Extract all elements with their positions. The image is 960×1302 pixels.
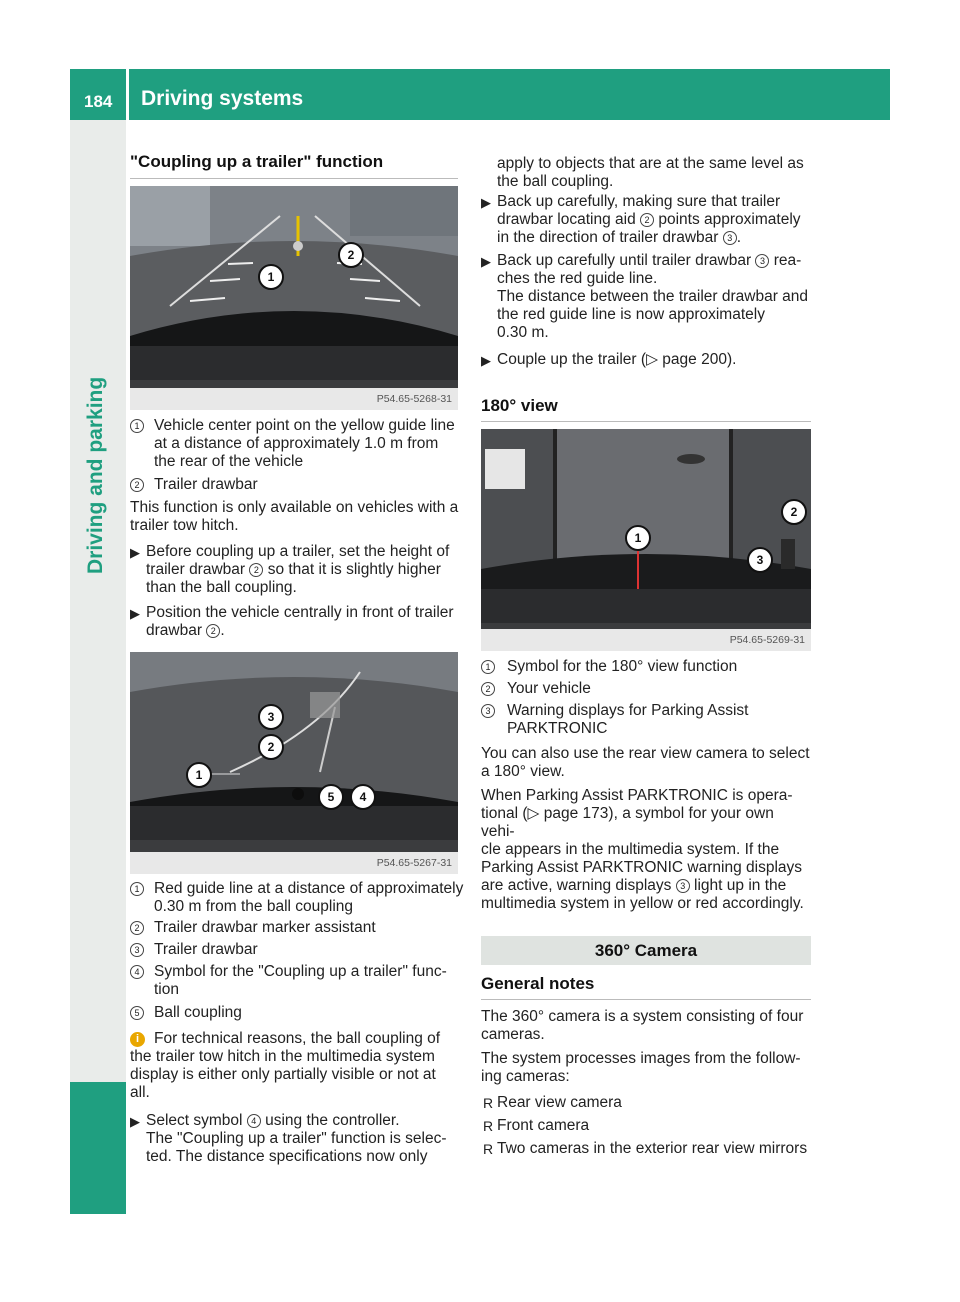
text-line: all. (130, 1084, 150, 1101)
text: rea- (773, 252, 802, 269)
text-line: ing cameras: (481, 1068, 570, 1085)
legend-1-text-1 (154, 417, 455, 471)
legend-3-text-3 (507, 702, 749, 738)
technical-note (130, 1030, 460, 1102)
text: . (220, 622, 225, 639)
side-tab-label: Driving and parking (84, 376, 107, 574)
callout-number: 2 (206, 624, 220, 638)
text-line (497, 229, 801, 247)
legend-1-text-2: Trailer drawbar (154, 476, 258, 493)
section-heading-coupling: "Coupling up a trailer" function (130, 152, 384, 171)
callout-number: 1 (130, 419, 144, 433)
paragraph-availability (130, 499, 458, 535)
paragraph-360-intro (481, 1008, 803, 1044)
text: are active, warning displays (481, 877, 672, 894)
text-line: than the ball coupling. (146, 579, 297, 596)
text-line: cle appears in the multimedia system. If the (481, 841, 780, 858)
callout-5: 5 (318, 784, 344, 810)
legend-2-text-3: Trailer drawbar (154, 941, 258, 958)
text-line (497, 211, 801, 229)
text-line: the red guide line is now approximately (497, 306, 765, 323)
callout-number: 3 (481, 704, 495, 718)
divider (481, 999, 811, 1000)
callout-number: 3 (676, 879, 690, 893)
legend-3-item-3 (481, 702, 495, 720)
text: ), a symbol for your own vehi- (481, 805, 774, 840)
figure-code: P54.65-5268-31 (130, 388, 458, 410)
legend-2-item-4 (130, 963, 144, 981)
bullet-icon: R (483, 1118, 494, 1134)
text-line (481, 805, 811, 841)
text: tional ( (481, 805, 528, 822)
step-set-height (146, 543, 449, 597)
legend-line: the rear of the vehicle (154, 453, 304, 470)
text-line: This function is only available on vehicles with a (130, 499, 459, 516)
legend-line: Red guide line at a distance of approximately (154, 880, 464, 897)
text-line: the ball coupling. (497, 173, 614, 190)
text-line: cameras. (481, 1026, 545, 1043)
callout-number: 1 (481, 660, 495, 674)
info-icon: i (130, 1032, 145, 1047)
multimedia-menu-bar (130, 346, 458, 380)
page-reference-link[interactable]: page 173 (543, 805, 609, 822)
list-item: Two cameras in the exterior rear view mirrors (497, 1140, 808, 1157)
camera-image-180-view (481, 429, 811, 651)
step-select-symbol (146, 1112, 447, 1166)
page-ref-icon: ▷ (646, 351, 658, 368)
legend-2-item-2 (130, 919, 144, 937)
callout-number: 3 (723, 231, 737, 245)
legend-3-item-1 (481, 658, 495, 676)
callout-number: 5 (130, 1006, 144, 1020)
figure-code: P54.65-5267-31 (130, 852, 458, 874)
text-line: Parking Assist PARKTRONIC warning displays (481, 859, 803, 876)
callout-1: 1 (625, 525, 651, 551)
paragraph-cameras (481, 1050, 801, 1086)
paragraph-parktronic (481, 787, 811, 913)
divider (481, 421, 811, 422)
text: trailer drawbar (146, 561, 246, 578)
text-line (146, 622, 454, 640)
callout-number: 2 (640, 213, 654, 227)
callout-number: 3 (755, 254, 769, 268)
legend-line: PARKTRONIC (507, 720, 608, 737)
callout-1: 1 (258, 264, 284, 290)
text-line: When Parking Assist PARKTRONIC is opera- (481, 787, 793, 804)
continued-text (497, 155, 804, 191)
callout-number: 1 (130, 882, 144, 896)
text-line: Back up carefully, making sure that trailer (497, 193, 781, 210)
text: Select symbol (146, 1112, 243, 1129)
legend-2-text-5: Ball coupling (154, 1004, 242, 1021)
legend-2-text-1 (154, 880, 463, 916)
callout-3: 3 (258, 704, 284, 730)
legend-2-item-5 (130, 1004, 144, 1022)
callout-number: 4 (130, 965, 144, 979)
text: so that it is slightly higher (267, 561, 441, 578)
text-line: Position the vehicle centrally in front of trailer (146, 604, 454, 621)
list-item: Front camera (497, 1117, 590, 1134)
text-line: The "Coupling up a trailer" function is selec- (146, 1130, 447, 1147)
text-line: display is either only partially visible or not at (130, 1066, 436, 1083)
text-line (497, 252, 808, 270)
text-line: For technical reasons, the ball coupling of (154, 1030, 441, 1047)
text: Couple up the trailer ( (497, 351, 647, 368)
legend-1-item-2 (130, 476, 144, 494)
subheading-general-notes: General notes (481, 974, 595, 993)
section-title: 360° Camera (594, 941, 698, 960)
step-arrow: ▶ (130, 606, 140, 621)
legend-3-item-2 (481, 680, 495, 698)
callout-number: 4 (247, 1114, 261, 1128)
text-line (146, 1112, 447, 1130)
side-tab-marker (70, 1082, 126, 1214)
callout-2: 2 (781, 499, 807, 525)
text-line: The distance between the trailer drawbar and (497, 288, 809, 305)
callout-number: 2 (130, 921, 144, 935)
legend-line: Vehicle center point on the yellow guide line (154, 417, 455, 434)
step-back-up-carefully (497, 193, 801, 247)
text-line: You can also use the rear view camera to select (481, 745, 810, 762)
callout-3: 3 (747, 547, 773, 573)
legend-2-text-4 (154, 963, 447, 999)
text: using the controller. (265, 1112, 400, 1129)
paragraph-180-view (481, 745, 810, 781)
section-heading-180: 180° view (481, 396, 558, 415)
step-couple-up (497, 351, 736, 369)
legend-2-text-2: Trailer drawbar marker assistant (154, 919, 376, 936)
divider (130, 178, 458, 179)
figure-code: P54.65-5269-31 (481, 629, 811, 651)
step-arrow: ▶ (130, 545, 140, 560)
section-banner-360 (481, 936, 811, 965)
legend-3-text-1: Symbol for the 180° view function (507, 658, 738, 675)
text-line: Before coupling up a trailer, set the height of (146, 543, 450, 560)
text-line: multimedia system in yellow or red accordingly. (481, 895, 804, 912)
text: drawbar (146, 622, 202, 639)
multimedia-menu-bar (481, 589, 811, 623)
list-item: Rear view camera (497, 1094, 622, 1111)
legend-3-text-2: Your vehicle (507, 680, 591, 697)
callout-2: 2 (338, 242, 364, 268)
chapter-title: Driving systems (141, 87, 304, 110)
legend-2-item-3 (130, 941, 144, 959)
text: light up in the (694, 877, 787, 894)
text-line: The 360° camera is a system consisting of four (481, 1008, 804, 1025)
text-line (481, 877, 811, 895)
page-ref-icon: ▷ (527, 805, 540, 822)
camera-image-coupling-1 (130, 186, 458, 410)
legend-line: at a distance of approximately 1.0 m from (154, 435, 439, 452)
text: points approximately (658, 211, 801, 228)
text-line (146, 561, 449, 579)
text: drawbar locating aid (497, 211, 636, 228)
callout-number: 2 (130, 478, 144, 492)
text-line: ted. The distance specifications now only (146, 1148, 428, 1165)
callout-number: 2 (481, 682, 495, 696)
step-arrow: ▶ (481, 254, 491, 269)
text: ). (726, 351, 737, 368)
legend-line: Warning displays for Parking Assist (507, 702, 749, 719)
legend-line: Symbol for the "Coupling up a trailer" func- (154, 963, 447, 980)
text-line: 0.30 m. (497, 324, 549, 341)
callout-number: 3 (130, 943, 144, 957)
header-separator (126, 69, 129, 120)
text-line: a 180° view. (481, 763, 565, 780)
text: in the direction of trailer drawbar (497, 229, 719, 246)
step-arrow: ▶ (130, 1114, 140, 1129)
text-line: trailer tow hitch. (130, 517, 239, 534)
page-reference-link[interactable]: page 200 (662, 351, 727, 368)
legend-line: 0.30 m from the ball coupling (154, 898, 354, 915)
callout-number: 2 (249, 563, 263, 577)
text: . (736, 229, 742, 246)
step-arrow: ▶ (481, 353, 491, 368)
camera-image-coupling-2 (130, 652, 458, 874)
page-number: 184 (84, 92, 113, 111)
text: Back up carefully until trailer drawbar (497, 252, 752, 269)
legend-line: tion (154, 981, 179, 998)
text-line: ches the red guide line. (497, 270, 658, 287)
legend-2-item-1 (130, 880, 144, 898)
step-arrow: ▶ (481, 195, 491, 210)
text-line: apply to objects that are at the same level as (497, 155, 804, 172)
text-line: the trailer tow hitch in the multimedia system (130, 1048, 435, 1065)
legend-1-item-1 (130, 417, 144, 435)
callout-4: 4 (350, 784, 376, 810)
camera-scene (130, 652, 458, 874)
callout-1: 1 (186, 762, 212, 788)
text-line: The system processes images from the follow- (481, 1050, 801, 1067)
bullet-icon: R (483, 1095, 494, 1111)
callout-2: 2 (258, 734, 284, 760)
multimedia-menu-bar (130, 806, 458, 840)
step-back-up-until (497, 252, 808, 342)
step-position-vehicle (146, 604, 454, 640)
bullet-icon: R (483, 1141, 494, 1157)
